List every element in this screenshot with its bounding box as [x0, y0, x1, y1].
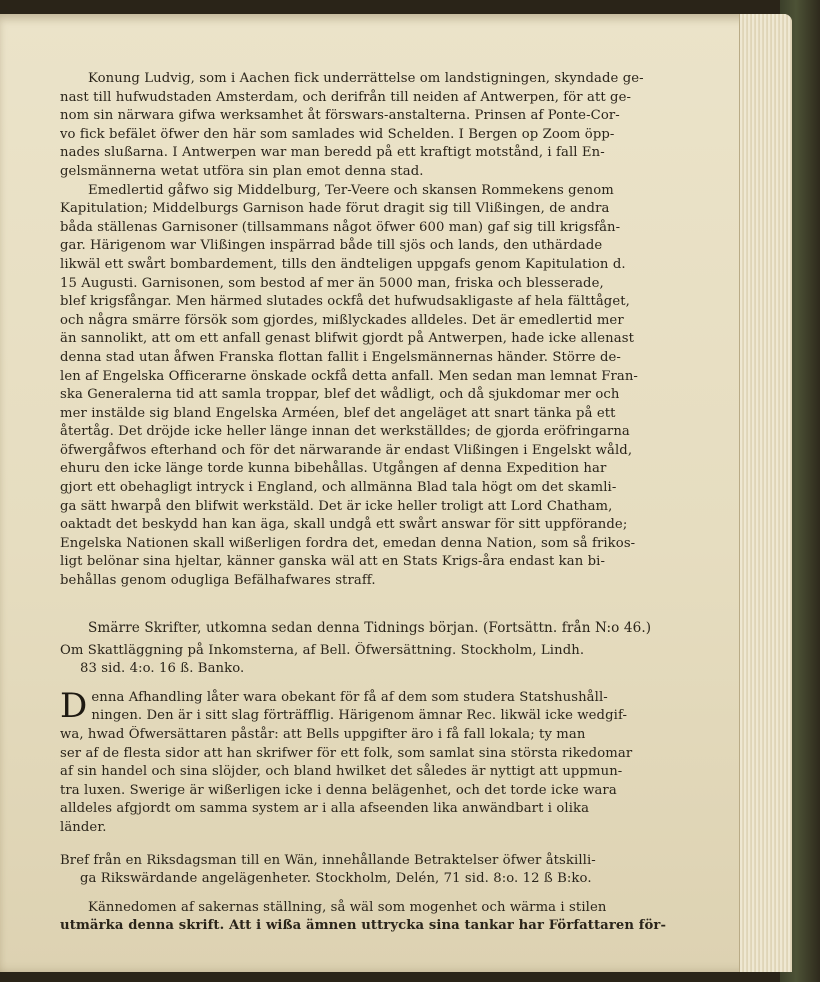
text-line: ga sätt hwarpå den blifwit werkstäld. Det är icke heller troligt att Lord Chatham, [60, 498, 613, 514]
text-line: nom sin närwara gifwa werksamhet åt förswars-anstalterna. Prinsen af Ponte-Cor- [60, 108, 620, 124]
text-line: ligt belönar sina hjeltar, känner ganska wäl att en Stats Krigs-åra endast kan bi- [60, 554, 606, 570]
page-edges [739, 14, 792, 972]
text-line: denna stad utan åfwen Franska flottan fallit i Engelsmännernas händer. Större de- [60, 349, 621, 365]
text-line: gar. Härigenom war Vlißingen inspärrad både till sjös och lands, den uthärdade [60, 238, 603, 254]
book-title-line: Om Skattläggning på Inkomsterna, af Bell. Öfwersättning. Stockholm, Lindh. [60, 642, 585, 658]
text-line: af sin handel och sina slöjder, och bland hwilket det således är nyttigt att uppmun- [60, 764, 623, 780]
drop-cap: D [60, 685, 88, 726]
text-line: nades slußarna. I Antwerpen war man beredd på ett kraftigt motstånd, i fall En- [60, 145, 605, 161]
paragraph-2 [60, 182, 682, 591]
spacer [60, 838, 682, 848]
text-line: gjort ett obehagligt intryck i England, och allmänna Blad tala högt om det skamli- [60, 480, 617, 496]
text-line: båda ställenas Garnisoner (tillsammans något öfwer 600 man) gaf sig till krigsfån- [60, 219, 621, 235]
text-line: ser af de flesta sidor att han skrifwer för ett folk, som samlat sina största rikedomar [60, 745, 633, 761]
text-line: vo fick befälet öfwer den här som samlades wid Schelden. I Bergen op Zoom öpp- [60, 126, 615, 142]
review-paragraph [60, 685, 682, 838]
text-line: gelsmännerna wetat utföra sin plan emot denna stad. [60, 163, 424, 179]
text-line: wa, hwad Öfwersättaren påstår: att Bells uppgifter äro i få fall lokala; ty man [60, 727, 586, 742]
text-line: tra luxen. Swerige är wißerligen icke i denna belägenhet, och det torde icke wara [60, 782, 617, 798]
text-line: len af Engelska Officerarne önskade ockfå detta anfall. Men sedan man lemnat Fran- [60, 368, 638, 384]
book-page [0, 14, 792, 972]
text-line: Kapitulation; Middelburgs Garnison hade förut dragit sig till Vlißingen, de andra [60, 201, 610, 217]
text-line: Kännedomen af sakernas ställning, så wäl som mogenhet och wärma i stilen [88, 899, 607, 915]
section-heading: Smärre Skrifter, utkomna sedan denna Tidnings början. (Fortsättn. från N:o 46.) [88, 619, 652, 636]
text-column [60, 70, 682, 936]
text-line: mer instälde sig bland Engelska Arméen, blef det angeläget att snart tänka på ett [60, 405, 616, 421]
text-line: behållas genom odugliga Befälhafwares straff. [60, 573, 376, 589]
text-line: blef krigsfångar. Men härmed slutades ockfå det hufwudsakligaste af hela fälttåget, [60, 294, 630, 310]
text-line: likwäl ett swårt bombardement, tills den ändteligen uppgafs genom Kapitulation d. [60, 256, 626, 272]
text-line: nast till hufwudstaden Amsterdam, och derifrån till neiden af Antwerpen, för att ge- [60, 89, 632, 105]
paragraph-1 [60, 70, 682, 182]
text-line: oaktadt det beskydd han kan äga, skall undgå ett swårt answar för sitt uppförande; [60, 517, 628, 533]
book-entry-2 [60, 852, 682, 889]
text-line: och några smärre försök som gjordes, mißlyckades alldeles. Det är emedlertid mer [60, 312, 624, 328]
text-line: Engelska Nationen skall wißerligen fordra det, emedan denna Nation, som så frikos- [60, 535, 636, 551]
book-entry-1 [60, 642, 682, 679]
text-line: länder. [60, 819, 107, 835]
text-line: Emedlertid gåfwo sig Middelburg, Ter-Veere och skansen Rommekens genom [88, 182, 614, 198]
paragraph-last [60, 899, 682, 936]
text-line: återtåg. Det dröjde icke heller länge innan det werkställdes; de gjorda eröfringarna [60, 424, 630, 440]
text-line: 15 Augusti. Garnisonen, som bestod af mer än 5000 man, friska och blesserade, [60, 275, 604, 291]
text-line: ehuru den icke länge torde kunna bibehållas. Utgången af denna Expedition har [60, 461, 607, 477]
text-line: alldeles afgjordt om samma system ar i alla afseenden lika anwändbart i olika [60, 801, 590, 817]
book-title-line: ga Rikswärdande angelägenheter. Stockholm, Delén, 71 sid. 8:o. 12 ß B:ko. [80, 871, 592, 887]
book-title-line: 83 sid. 4:o. 16 ß. Banko. [80, 661, 245, 677]
book-title-line: Bref från en Riksdagsman till en Wän, innehållande Betraktelser öfwer åtskilli- [60, 852, 596, 868]
spacer [60, 889, 682, 899]
text-line: utmärka denna skrift. Att i wißa ämnen uttrycka sina tankar har Författaren för- [60, 918, 667, 934]
text-line: än sannolikt, att om ett anfall genast blifwit gjordt på Antwerpen, hade icke allenast [60, 331, 634, 347]
text-line: öfwergåfwos efterhand och för det närwarande är endast Vlißingen i Engelskt wåld, [60, 442, 633, 458]
text-line: ningen. Den är i sitt slag förträfflig. Härigenom ämnar Rec. likwäl icke wedgif- [91, 708, 628, 724]
text-line: Konung Ludvig, som i Aachen fick underrättelse om landstigningen, skyndade ge- [88, 71, 644, 86]
text-line: enna Afhandling låter wara obekant för få af dem som studera Statshushåll- [91, 689, 608, 705]
text-line: ska Generalerna tid att samla troppar, blef det wådligt, och då sjukdomar mer och [60, 387, 620, 403]
